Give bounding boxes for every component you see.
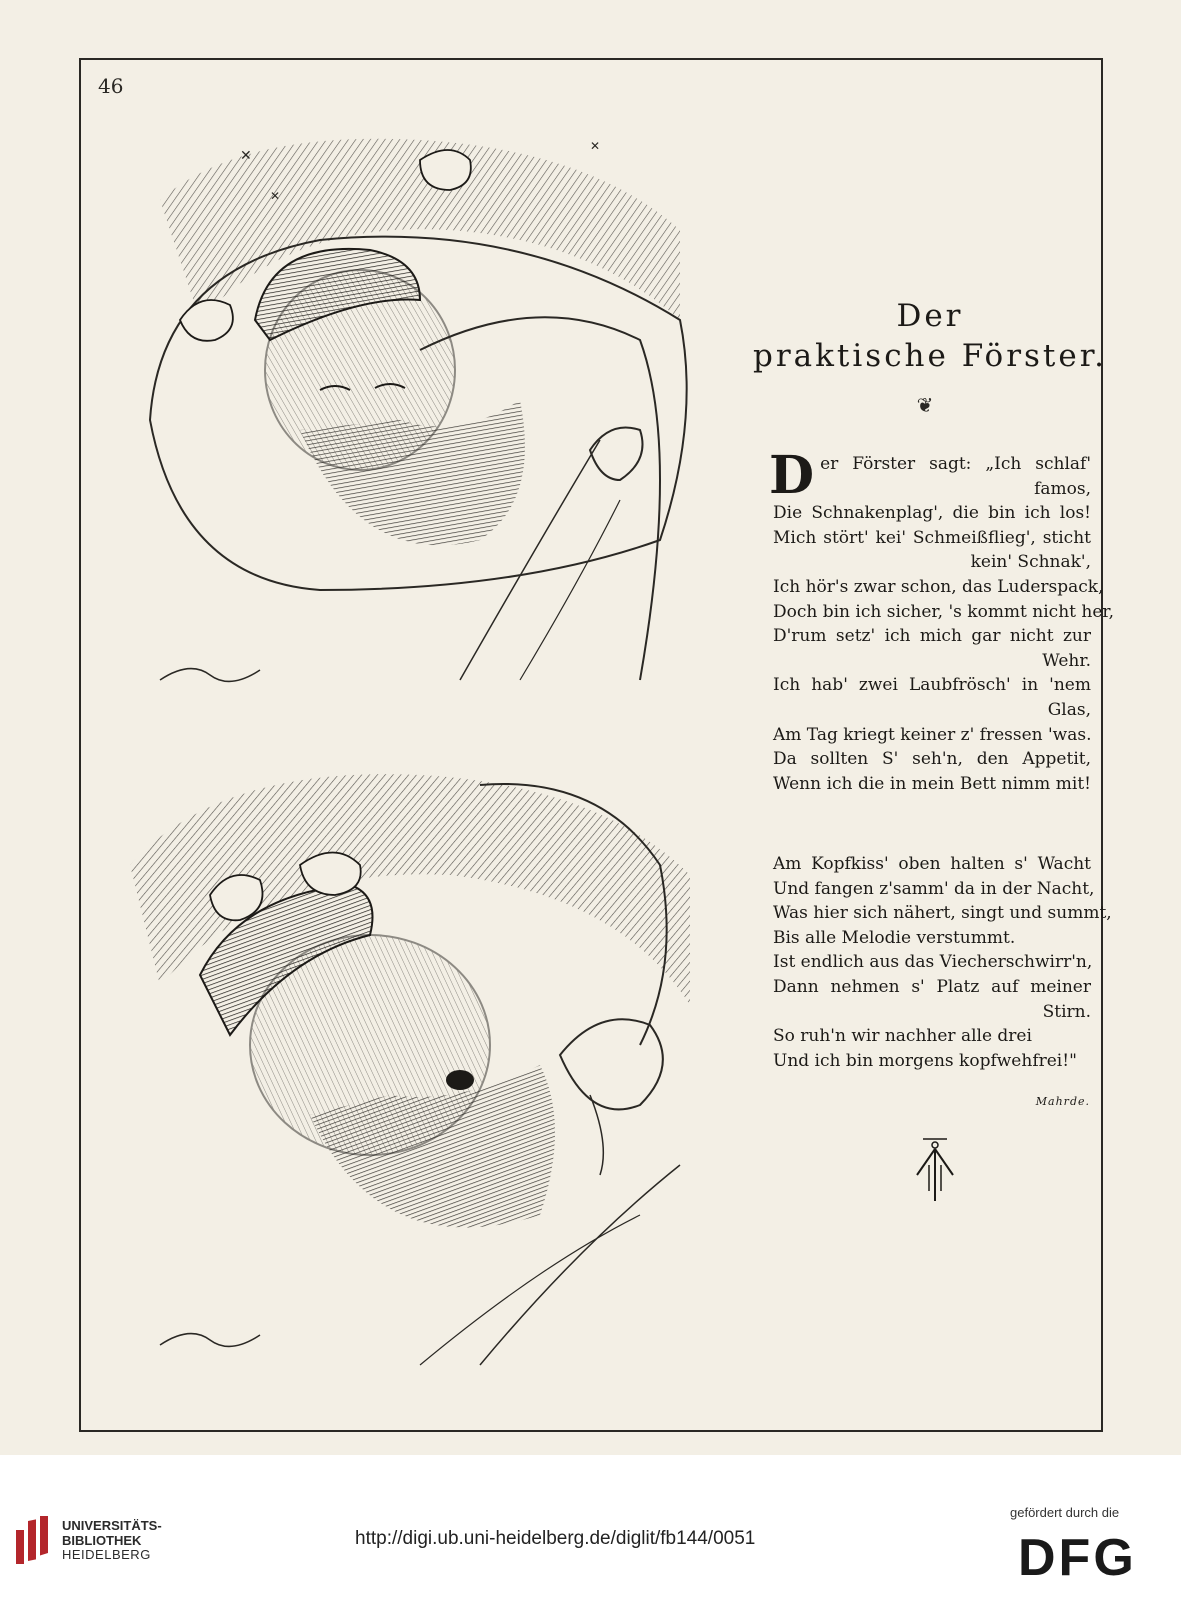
funded-by-label: gefördert durch die: [1010, 1505, 1120, 1520]
page-number: 46: [98, 74, 124, 98]
poem-line: Da sollten S' seh'n, den Appetit,: [773, 749, 1091, 770]
poem-line: Glas,: [1047, 699, 1091, 720]
poem-line: Die Schnakenplag', die bin ich los!: [773, 503, 1091, 524]
poem-author: Mahrde.: [1035, 1095, 1090, 1108]
poem-line: Am Kopfkiss' oben halten s' Wacht: [773, 854, 1091, 874]
illustration-bottom: [120, 745, 720, 1385]
poem-line: Wenn ich die in mein Bett nimm mit!: [773, 773, 1091, 794]
institution-name-line2: BIBLIOTHEK: [62, 1532, 142, 1548]
svg-text:✕: ✕: [270, 189, 281, 203]
forester-with-frogs-on-forehead-drawing: [120, 745, 720, 1385]
poem-line: Dann nehmen s' Platz auf meiner: [773, 976, 1091, 997]
poem-stanza-1: [769, 445, 1115, 796]
institution-name-line3: HEIDELBERG: [62, 1547, 151, 1562]
poem-line: Doch bin ich sicher, 's kommt nicht her,: [773, 601, 1115, 622]
end-ornament-icon: [905, 1135, 965, 1205]
fleuron-icon: ❦: [916, 393, 934, 417]
illustration-top: [120, 120, 720, 700]
institution-name-line1: UNIVERSITÄTS-: [62, 1518, 162, 1533]
poem-line: Bis alle Melodie verstummt.: [773, 927, 1016, 948]
poem-line: Ich hör's zwar schon, das Luderspack,: [773, 576, 1104, 597]
poem-line: Ich hab' zwei Laubfrösch' in 'nem: [773, 675, 1091, 696]
poem-line: Am Tag kriegt keiner z' fressen 'was.: [773, 724, 1092, 745]
poem-line: Und ich bin morgens kopfwehfrei!": [773, 1050, 1077, 1071]
poem-line: famos,: [1034, 478, 1091, 499]
poem-title-line1: Der: [896, 298, 964, 334]
poem-line: Und fangen z'samm' da in der Nacht,: [773, 878, 1095, 899]
sleeping-forester-drawing: [120, 120, 720, 700]
poem-line: Mich stört' kei' Schmeißflieg', sticht: [773, 527, 1091, 548]
university-library-logo-icon: [14, 1516, 54, 1568]
svg-text:✕: ✕: [590, 139, 601, 153]
poem-line: Ist endlich aus das Viecherschwirr'n,: [773, 952, 1093, 973]
drop-cap: D: [769, 445, 815, 506]
poem-line: D'rum setz' ich mich gar nicht zur: [773, 626, 1091, 647]
poem-stanza-2: [773, 852, 1112, 1073]
poem-line: kein' Schnak',: [970, 552, 1091, 573]
poem-line: er Förster sagt: „Ich schlaf': [820, 454, 1091, 474]
poem-line: So ruh'n wir nachher alle drei: [773, 1026, 1032, 1047]
dfg-logo: DFG: [1018, 1529, 1137, 1587]
poem-line: Wehr.: [1042, 650, 1091, 671]
poem-line: Stirn.: [1042, 1001, 1091, 1022]
poem-line: Was hier sich nähert, singt und summt,: [773, 903, 1112, 924]
svg-text:✕: ✕: [240, 148, 252, 164]
poem-title-line2: praktische Förster.: [752, 338, 1107, 374]
source-url-link[interactable]: http://digi.ub.uni-heidelberg.de/diglit/fb144/0051: [355, 1528, 756, 1549]
institution-name: [62, 1519, 162, 1563]
